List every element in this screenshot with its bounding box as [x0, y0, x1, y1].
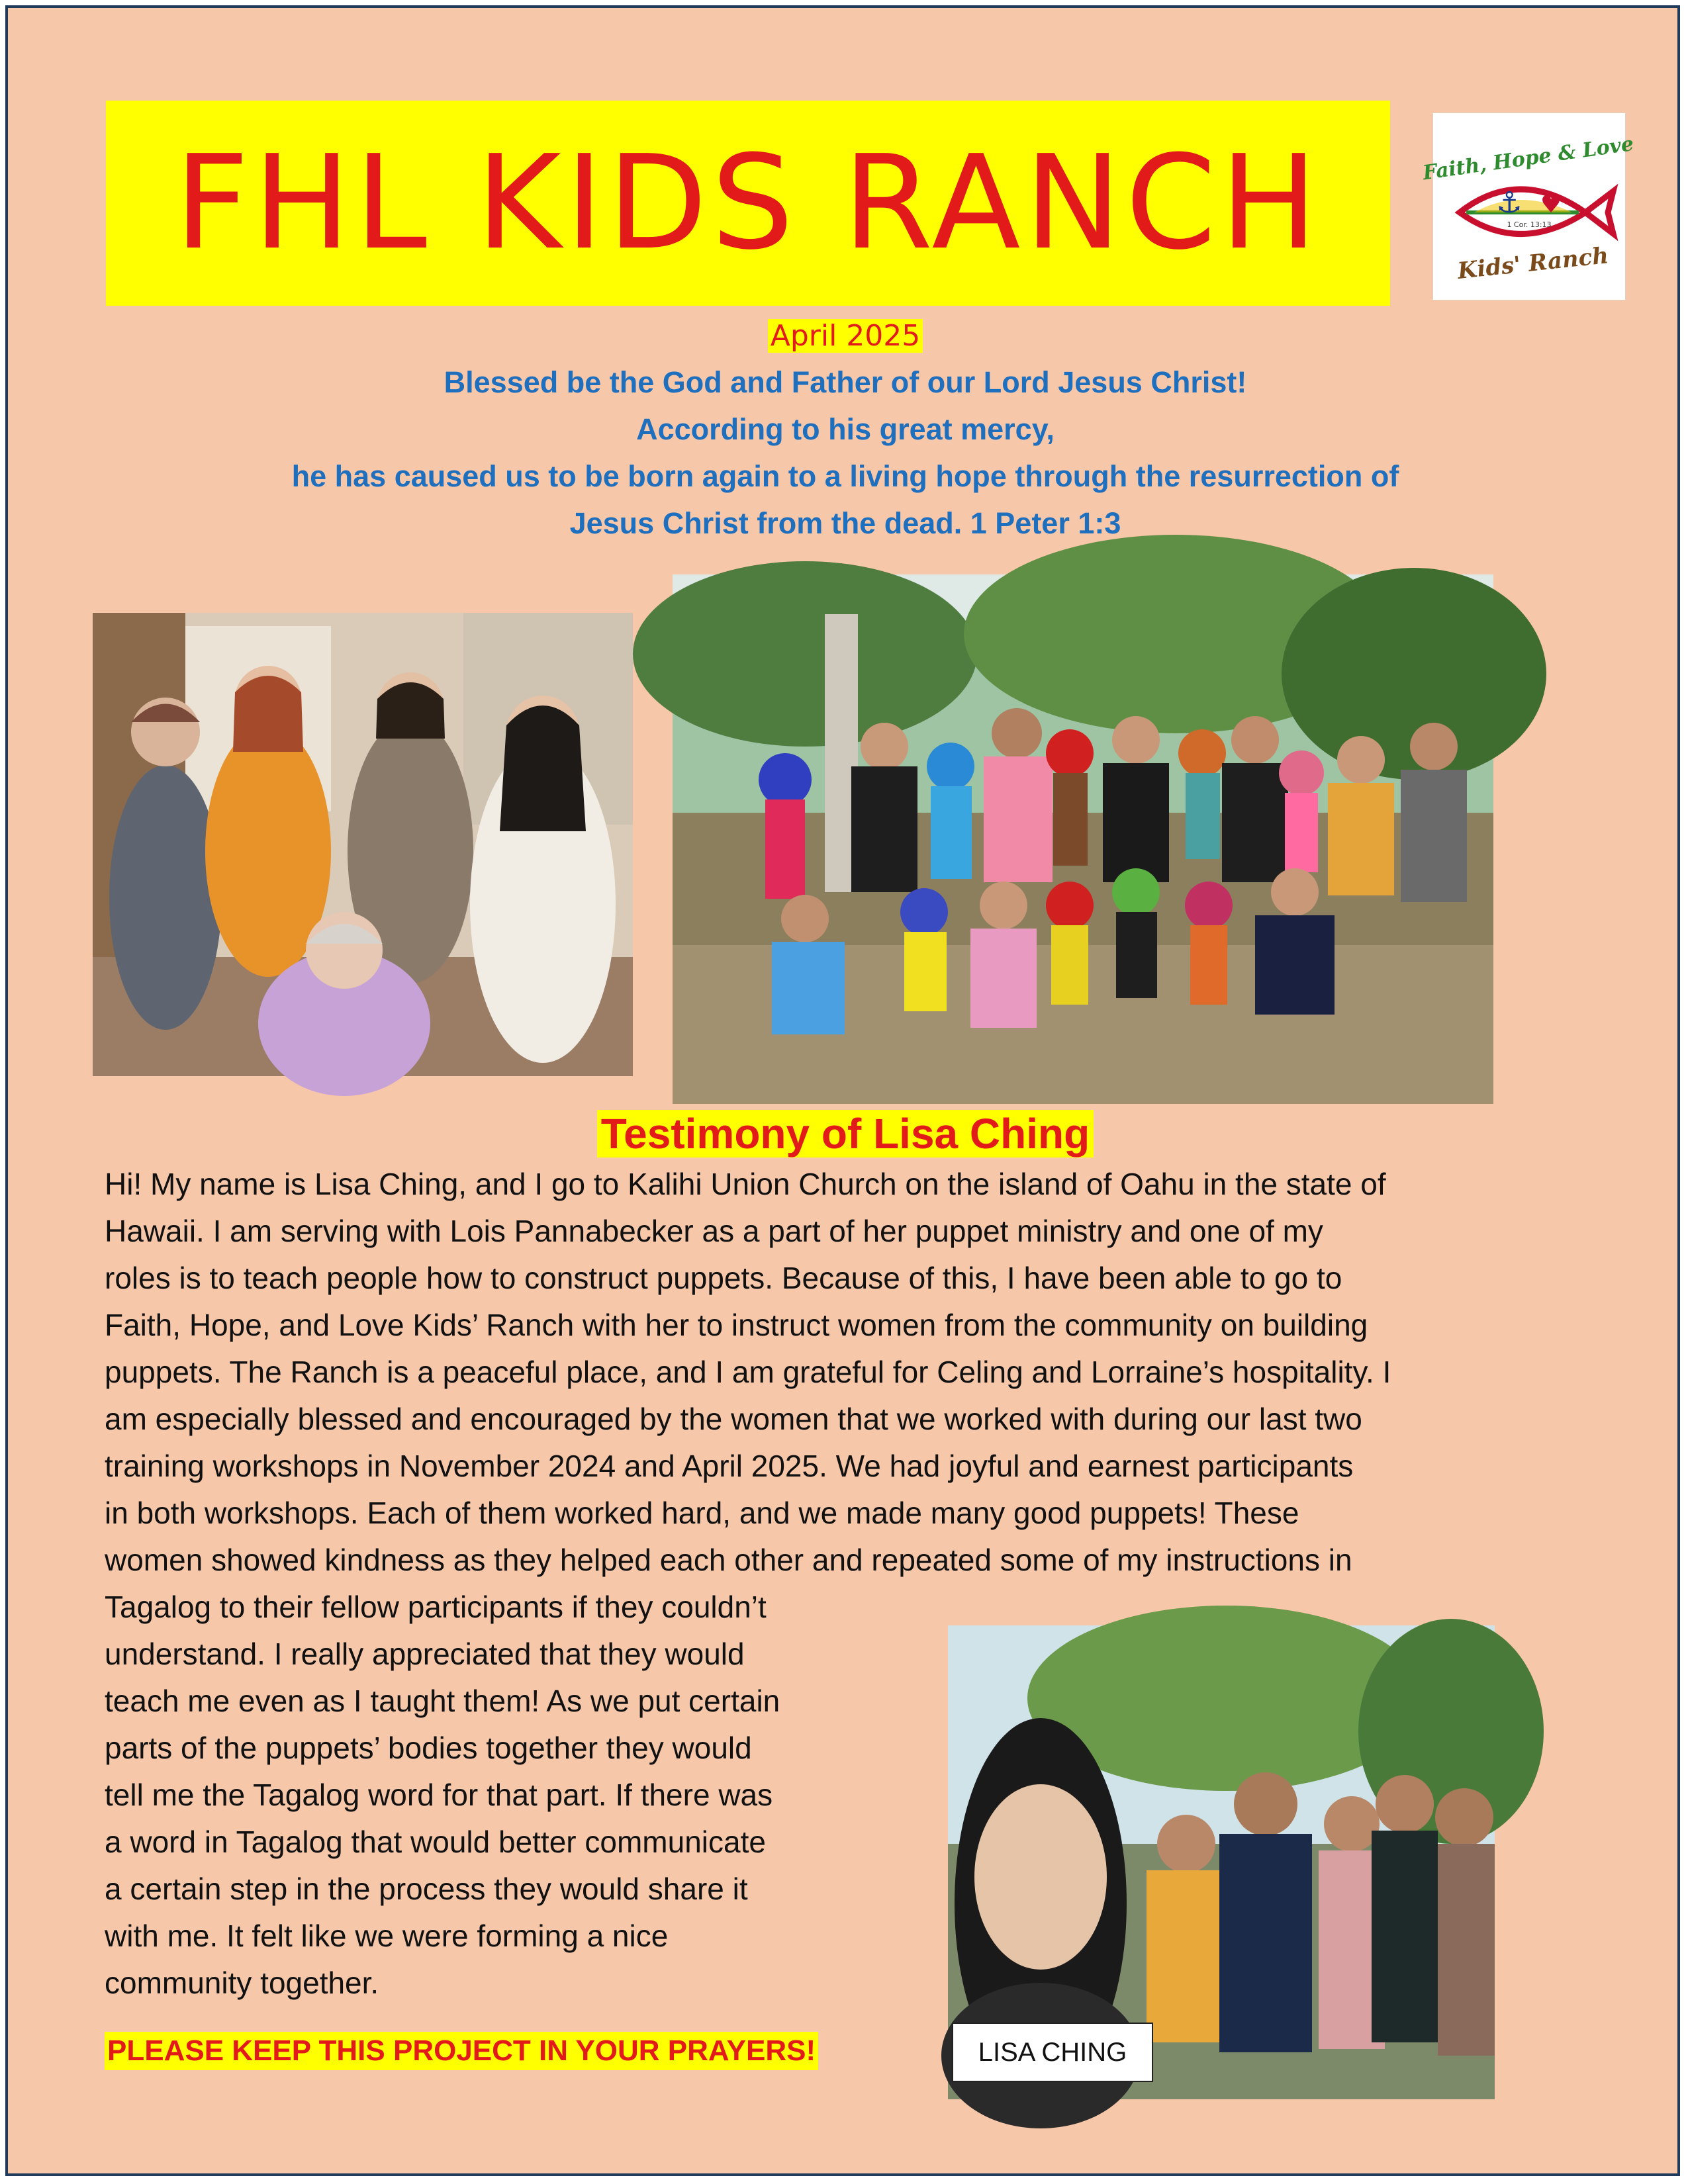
article-line: tell me the Tagalog word for that part. If there was — [105, 1778, 773, 1812]
newsletter-title: FHL KIDS RANCH — [174, 128, 1322, 279]
article-line: parts of the puppets’ bodies together they would — [105, 1731, 752, 1765]
verse-line: Blessed be the God and Father of our Lord Jesus Christ! — [444, 365, 1247, 399]
article-line: am especially blessed and encouraged by the women that we worked with during our last two — [105, 1402, 1362, 1436]
logo-text-top: Faith, Hope & Love — [1421, 132, 1636, 185]
article-line: training workshops in November 2024 and April 2025. We had joyful and earnest participants — [105, 1449, 1354, 1483]
scripture-verse — [140, 359, 1550, 547]
logo-verse-ref: 1 Cor. 13:13 — [1507, 220, 1552, 229]
issue-date: April 2025 — [768, 319, 923, 353]
issue-date-row — [8, 319, 1683, 353]
article-line: Tagalog to their fellow participants if they couldn’t — [105, 1590, 767, 1624]
indoor-group-photo — [93, 613, 633, 1076]
article-line: with me. It felt like we were forming a nice — [105, 1919, 669, 1953]
verse-line: According to his great mercy, — [636, 412, 1055, 446]
article-line: roles is to teach people how to construct puppets. Because of this, I have been able to go to — [105, 1261, 1342, 1295]
svg-text:♥: ♥ — [1540, 191, 1562, 218]
article-heading-row — [8, 1109, 1683, 1158]
title-banner — [106, 101, 1390, 306]
article-line: community together. — [105, 1966, 379, 2000]
ranch-logo — [1421, 113, 1636, 300]
article-line: understand. I really appreciated that they would — [105, 1637, 745, 1671]
verse-line: he has caused us to be born again to a living hope through the resurrection of — [291, 459, 1399, 493]
article-heading: Testimony of Lisa Ching — [597, 1110, 1094, 1158]
article-line: a certain step in the process they would share it — [105, 1872, 748, 1906]
newsletter-page — [5, 5, 1680, 2176]
photo-caption: LISA CHING — [952, 2023, 1153, 2082]
verse-line: Jesus Christ from the dead. 1 Peter 1:3 — [569, 506, 1121, 540]
puppet-workshop-group-photo — [673, 574, 1493, 1104]
article-line: Hi! My name is Lisa Ching, and I go to Kalihi Union Church on the island of Oahu in the state of — [105, 1167, 1386, 1201]
logo-text-bottom: Kids' Ranch — [1456, 242, 1610, 285]
article-line: puppets. The Ranch is a peaceful place, and I am grateful for Celing and Lorraine’s hospitality. I — [105, 1355, 1391, 1389]
article-line: Faith, Hope, and Love Kids’ Ranch with her to instruct women from the community on building — [105, 1308, 1368, 1342]
svg-text:⚓: ⚓ — [1496, 186, 1523, 220]
article-line: a word in Tagalog that would better communicate — [105, 1825, 766, 1859]
prayer-request: PLEASE KEEP THIS PROJECT IN YOUR PRAYERS! — [105, 2032, 818, 2070]
article-line: women showed kindness as they helped each other and repeated some of my instructions in — [105, 1543, 1352, 1577]
article-line: teach me even as I taught them! As we put certain — [105, 1684, 780, 1718]
article-line: Hawaii. I am serving with Lois Pannabecker as a part of her puppet ministry and one of my — [105, 1214, 1323, 1248]
article-line: in both workshops. Each of them worked hard, and we made many good puppets! These — [105, 1496, 1299, 1530]
